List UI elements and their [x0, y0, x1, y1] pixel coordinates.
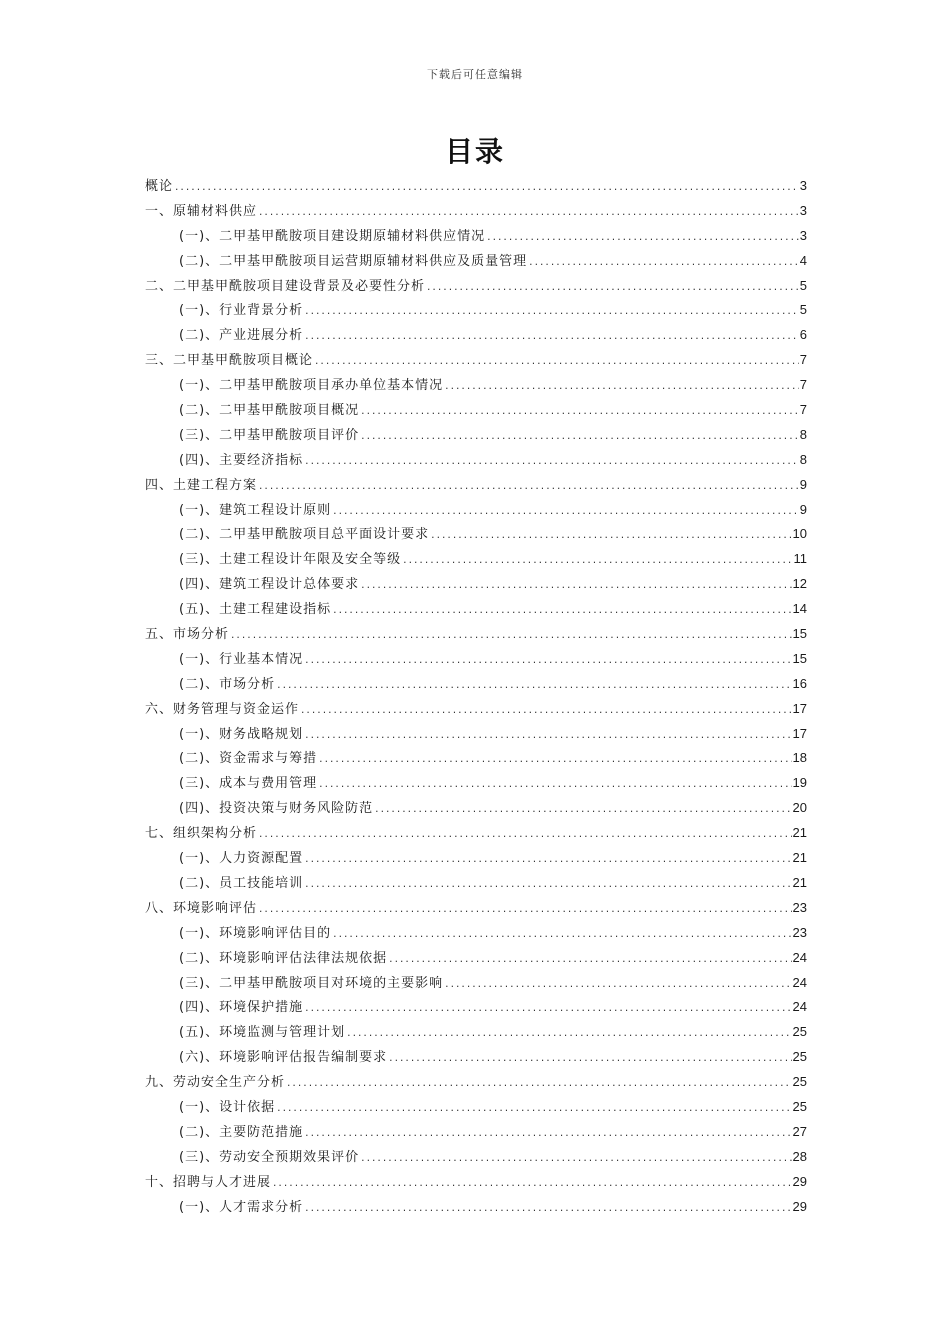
toc-entry-label: 三、二甲基甲酰胺项目概论: [145, 353, 314, 369]
toc-entry[interactable]: [145, 1045, 807, 1070]
toc-entry[interactable]: [145, 796, 807, 821]
toc-dot-leader: [304, 1197, 791, 1222]
toc-entry-page-number: 5: [799, 302, 807, 318]
toc-entry-label: (二)、主要防范措施: [179, 1124, 304, 1140]
toc-dot-leader: [318, 773, 791, 798]
toc-entry-page-number: 21: [792, 874, 807, 890]
toc-entry-label: (三)、二甲基甲酰胺项目评价: [179, 427, 360, 443]
toc-entry-label: (五)、环境监测与管理计划: [179, 1025, 346, 1041]
toc-dot-leader: [426, 276, 799, 301]
toc-entry[interactable]: [145, 522, 807, 547]
toc-dot-leader: [314, 350, 799, 375]
toc-dot-leader: [304, 450, 799, 475]
toc-entry[interactable]: [145, 896, 807, 921]
toc-entry-label: (四)、主要经济指标: [179, 452, 304, 468]
toc-entry-label: (二)、环境影响评估法律法规依据: [179, 950, 388, 966]
toc-dot-leader: [388, 948, 791, 973]
toc-entry-page-number: 7: [799, 377, 807, 393]
toc-entry[interactable]: [145, 722, 807, 747]
toc-entry-label: (四)、投资决策与财务风险防范: [179, 801, 374, 817]
toc-entry-label: 九、劳动安全生产分析: [145, 1075, 286, 1091]
toc-entry-page-number: 11: [793, 551, 807, 567]
toc-dot-leader: [258, 898, 792, 923]
toc-entry-page-number: 3: [799, 178, 807, 193]
toc-entry-page-number: 20: [792, 800, 807, 816]
toc-dot-leader: [360, 574, 791, 599]
toc-entry-page-number: 15: [792, 626, 807, 642]
toc-entry-label: 六、财务管理与资金运作: [145, 701, 300, 717]
toc-dot-leader: [332, 500, 799, 525]
toc-entry[interactable]: [145, 249, 807, 274]
toc-dot-leader: [332, 599, 791, 624]
toc-entry[interactable]: [145, 572, 807, 597]
toc-entry-page-number: 25: [792, 1024, 807, 1040]
toc-dot-leader: [304, 325, 799, 350]
toc-entry[interactable]: [145, 1070, 807, 1095]
toc-entry-page-number: 21: [792, 825, 807, 841]
toc-entry-label: 五、市场分析: [145, 627, 230, 643]
toc-dot-leader: [332, 923, 791, 948]
toc-entry-label: (五)、土建工程建设指标: [179, 602, 332, 618]
toc-entry-label: (三)、成本与费用管理: [179, 776, 318, 792]
toc-entry[interactable]: [145, 771, 807, 796]
toc-entry[interactable]: [145, 971, 807, 996]
toc-dot-leader: [430, 524, 791, 549]
toc-dot-leader: [360, 400, 799, 425]
toc-entry-label: 二、二甲基甲酰胺项目建设背景及必要性分析: [145, 278, 426, 294]
toc-entry[interactable]: [145, 398, 807, 423]
toc-entry-label: (一)、财务战略规划: [179, 726, 304, 742]
toc-entry-page-number: 24: [792, 949, 807, 965]
toc-entry-page-number: 28: [792, 1148, 807, 1164]
toc-dot-leader: [286, 1072, 792, 1097]
toc-entry[interactable]: [145, 348, 807, 373]
toc-entry-label: (一)、建筑工程设计原则: [179, 502, 332, 518]
toc-entry-page-number: 7: [799, 402, 807, 418]
toc-entry-page-number: 3: [799, 202, 807, 218]
toc-entry-label: (四)、环境保护措施: [179, 1000, 304, 1016]
toc-dot-leader: [304, 649, 791, 674]
toc-entry-page-number: 19: [792, 775, 807, 791]
toc-entry[interactable]: [145, 274, 807, 299]
toc-entry-page-number: 21: [792, 850, 807, 866]
toc-entry-page-number: 8: [799, 426, 807, 442]
toc-dot-leader: [402, 549, 792, 574]
toc-dot-leader: [304, 300, 799, 325]
toc-dot-leader: [258, 201, 799, 226]
toc-entry[interactable]: [145, 1170, 807, 1195]
toc-dot-leader: [486, 226, 799, 251]
toc-entry-label: (一)、设计依据: [179, 1099, 276, 1115]
toc-entry-label: (二)、员工技能培训: [179, 875, 304, 891]
toc-entry[interactable]: [145, 298, 807, 323]
toc-entry-label: (一)、人力资源配置: [179, 851, 304, 867]
toc-entry[interactable]: [145, 373, 807, 398]
toc-entry-label: (二)、资金需求与筹措: [179, 751, 318, 767]
toc-entry-label: (一)、人才需求分析: [179, 1199, 304, 1215]
toc-entry[interactable]: [145, 597, 807, 622]
toc-entry[interactable]: [145, 498, 807, 523]
toc-dot-leader: [360, 425, 799, 450]
toc-entry[interactable]: [145, 1145, 807, 1170]
toc-dot-leader: [276, 674, 791, 699]
toc-entry[interactable]: [145, 224, 807, 249]
toc-entry-page-number: 25: [792, 1098, 807, 1114]
toc-entry-page-number: 29: [792, 1173, 807, 1189]
toc-entry-page-number: 27: [792, 1123, 807, 1139]
toc-entry-page-number: 9: [799, 476, 807, 492]
toc-dot-leader: [346, 1022, 791, 1047]
toc-entry[interactable]: [145, 199, 807, 224]
toc-dot-leader: [318, 748, 791, 773]
toc-entry[interactable]: [145, 1020, 807, 1045]
page-title: 目录: [444, 135, 505, 168]
toc-dot-leader: [444, 973, 791, 998]
toc-entry-page-number: 24: [792, 974, 807, 990]
toc-dot-leader: [304, 724, 791, 749]
toc-entry[interactable]: [145, 647, 807, 672]
toc-entry-label: (二)、二甲基甲酰胺项目概况: [179, 403, 360, 419]
toc-entry[interactable]: [145, 622, 807, 647]
toc-dot-leader: [174, 176, 799, 201]
toc-dot-leader: [300, 699, 792, 724]
toc-entry-label: (一)、行业基本情况: [179, 651, 304, 667]
toc-entry-label: (三)、二甲基甲酰胺项目对环境的主要影响: [179, 975, 444, 991]
toc-dot-leader: [272, 1172, 792, 1197]
toc-entry[interactable]: [145, 323, 807, 348]
toc-entry-label: 八、环境影响评估: [145, 900, 258, 916]
toc-entry-page-number: 23: [792, 899, 807, 915]
toc-entry-page-number: 18: [792, 750, 807, 766]
toc-dot-leader: [230, 624, 792, 649]
toc-entry-label: (二)、产业进展分析: [179, 328, 304, 344]
toc-dot-leader: [304, 848, 791, 873]
toc-entry-page-number: 9: [799, 501, 807, 517]
toc-entry[interactable]: [145, 1195, 807, 1220]
toc-dot-leader: [444, 375, 799, 400]
toc-entry[interactable]: [145, 697, 807, 722]
toc-entry-page-number: 16: [792, 675, 807, 691]
toc-entry-label: (二)、市场分析: [179, 676, 276, 692]
toc-dot-leader: [360, 1147, 791, 1172]
toc-entry-page-number: 25: [792, 1049, 807, 1065]
table-of-contents: [145, 174, 807, 1219]
toc-entry-page-number: 24: [792, 999, 807, 1015]
toc-entry[interactable]: [145, 672, 807, 697]
toc-entry[interactable]: [145, 423, 807, 448]
toc-entry[interactable]: [145, 995, 807, 1020]
toc-entry-label: (三)、劳动安全预期效果评价: [179, 1149, 360, 1165]
toc-entry-page-number: 5: [799, 277, 807, 293]
toc-entry-label: (二)、二甲基甲酰胺项目运营期原辅材料供应及质量管理: [179, 253, 528, 269]
header-note: 下载后可任意编辑: [427, 68, 523, 81]
toc-entry-page-number: 3: [799, 227, 807, 243]
toc-entry-label: 概论: [145, 179, 174, 194]
toc-entry-label: (六)、环境影响评估报告编制要求: [179, 1050, 388, 1066]
toc-entry-label: 一、原辅材料供应: [145, 203, 258, 219]
toc-entry-page-number: 7: [799, 352, 807, 368]
toc-entry-page-number: 29: [792, 1198, 807, 1214]
toc-entry-label: (一)、二甲基甲酰胺项目建设期原辅材料供应情况: [179, 228, 486, 244]
toc-entry[interactable]: [145, 448, 807, 473]
toc-entry-label: 十、招聘与人才进展: [145, 1174, 272, 1190]
toc-entry[interactable]: [145, 946, 807, 971]
toc-entry[interactable]: [145, 1120, 807, 1145]
toc-entry-label: (一)、环境影响评估目的: [179, 925, 332, 941]
toc-dot-leader: [374, 798, 791, 823]
toc-dot-leader: [304, 1122, 791, 1147]
toc-entry-page-number: 17: [792, 700, 807, 716]
toc-entry-page-number: 8: [799, 451, 807, 467]
toc-entry[interactable]: [145, 921, 807, 946]
toc-dot-leader: [388, 1047, 791, 1072]
toc-entry-page-number: 15: [792, 650, 807, 666]
toc-dot-leader: [304, 997, 791, 1022]
toc-entry-label: 七、组织架构分析: [145, 826, 258, 842]
toc-entry-page-number: 14: [792, 601, 807, 617]
toc-entry-page-number: 23: [792, 924, 807, 940]
toc-entry-page-number: 6: [799, 327, 807, 343]
toc-entry-page-number: 25: [792, 1074, 807, 1090]
toc-dot-leader: [258, 823, 792, 848]
toc-entry-label: (四)、建筑工程设计总体要求: [179, 577, 360, 593]
toc-entry[interactable]: [145, 746, 807, 771]
toc-dot-leader: [276, 1097, 791, 1122]
toc-entry-label: (一)、二甲基甲酰胺项目承办单位基本情况: [179, 378, 444, 394]
toc-entry-page-number: 4: [799, 252, 807, 268]
toc-entry[interactable]: [145, 1095, 807, 1120]
toc-entry-page-number: 17: [792, 725, 807, 741]
toc-entry-label: (一)、行业背景分析: [179, 303, 304, 319]
toc-entry-page-number: 10: [792, 526, 807, 542]
toc-entry-label: 四、土建工程方案: [145, 477, 258, 493]
toc-entry[interactable]: [145, 547, 807, 572]
toc-entry[interactable]: [145, 473, 807, 498]
toc-entry-page-number: 12: [792, 576, 807, 592]
toc-entry-label: (二)、二甲基甲酰胺项目总平面设计要求: [179, 527, 430, 543]
toc-entry[interactable]: [145, 846, 807, 871]
toc-entry[interactable]: [145, 174, 807, 199]
toc-dot-leader: [528, 251, 799, 276]
toc-entry[interactable]: [145, 821, 807, 846]
toc-dot-leader: [304, 873, 791, 898]
toc-dot-leader: [258, 475, 799, 500]
toc-entry[interactable]: [145, 871, 807, 896]
toc-entry-label: (三)、土建工程设计年限及安全等级: [179, 552, 402, 568]
